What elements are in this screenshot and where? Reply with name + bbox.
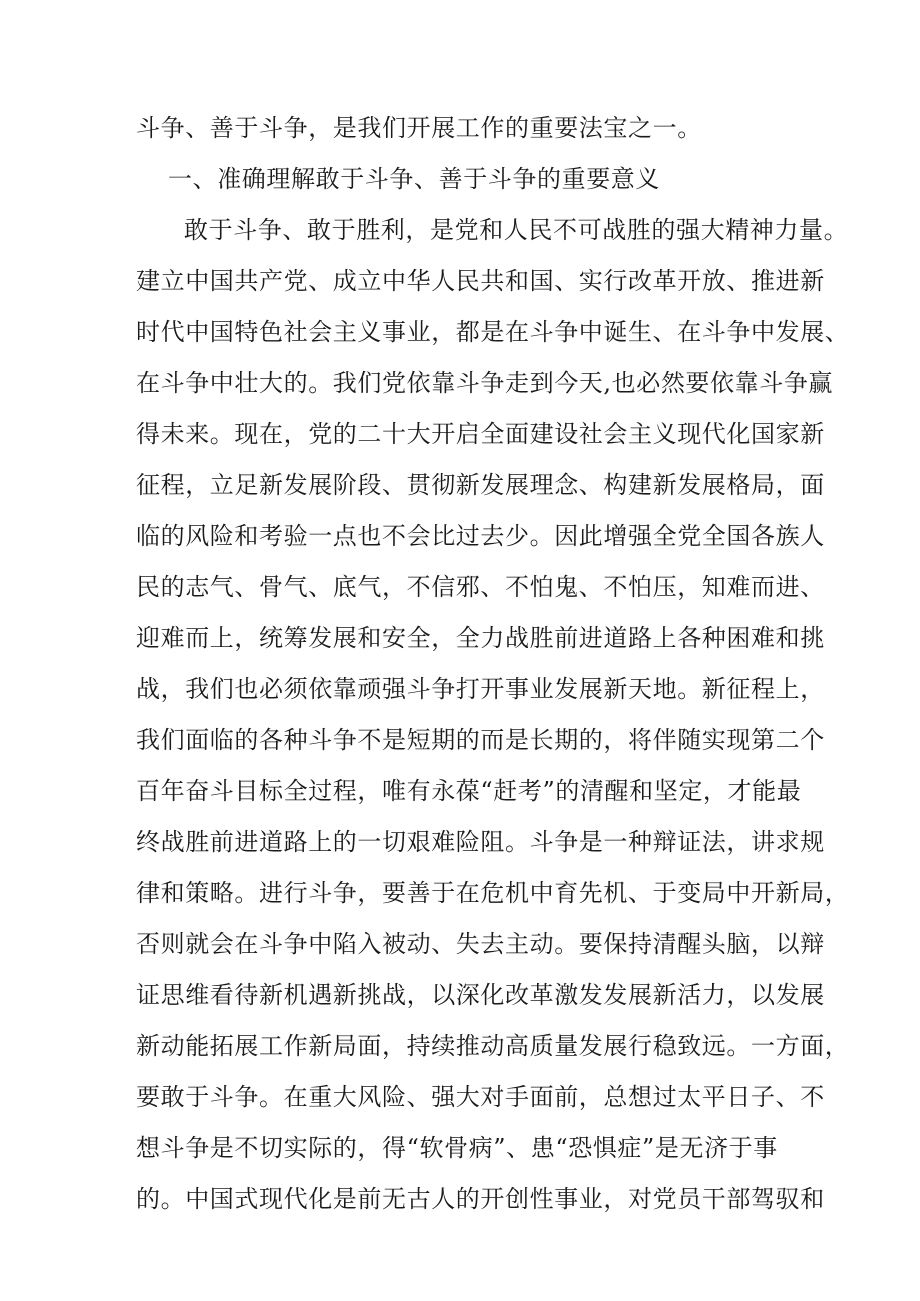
paragraph-line-19: 新动能拓展工作新局面，持续推动高质量发展行稳致远。一方面， [136,1032,850,1060]
paragraph-line-20: 要敢于斗争。在重大风险、强大对手面前，总想过太平日子、不 [136,1083,825,1111]
paragraph-line-6: 在斗争中壮大的。我们党依靠斗争走到今天,也必然要依靠斗争赢 [136,369,834,397]
paragraph-line-3: 敢于斗争、敢于胜利，是党和人民不可战胜的强大精神力量。 [184,216,849,244]
paragraph-line-16: 律和策略。进行斗争，要善于在危机中育先机、于变局中开新局， [136,879,850,907]
paragraph-line-22: 的。中国式现代化是前无古人的开创性事业，对党员干部驾驭和 [136,1185,825,1213]
paragraph-line-18: 证思维看待新机遇新挑战，以深化改革激发发展新活力，以发展 [136,981,825,1009]
paragraph-line-5: 时代中国特色社会主义事业，都是在斗争中诞生、在斗争中发展、 [136,318,850,346]
paragraph-line-17: 否则就会在斗争中陷入被动、失去主动。要保持清醒头脑，以辩 [136,930,825,958]
paragraph-line-1: 斗争、善于斗争，是我们开展工作的重要法宝之一。 [136,114,702,142]
paragraph-line-15: 终战胜前进道路上的一切艰难险阻。斗争是一种辩证法，讲求规 [136,828,825,856]
paragraph-line-9: 临的风险和考验一点也不会比过去少。因此增强全党全国各族人 [136,522,825,550]
paragraph-line-7: 得未来。现在，党的二十大开启全面建设社会主义现代化国家新 [136,420,825,448]
paragraph-line-8: 征程，立足新发展阶段、贯彻新发展理念、构建新发展格局，面 [136,471,825,499]
paragraph-line-14: 百年奋斗目标全过程，唯有永葆“赶考”的清醒和坚定，才能最 [136,777,802,805]
paragraph-line-4: 建立中国共产党、成立中华人民共和国、实行改革开放、推进新 [136,267,825,295]
paragraph-line-10: 民的志气、骨气、底气，不信邪、不怕鬼、不怕压，知难而进、 [136,573,825,601]
paragraph-line-13: 我们面临的各种斗争不是短期的而是长期的，将伴随实现第二个 [136,726,825,754]
paragraph-line-11: 迎难而上，统筹发展和安全，全力战胜前进道路上各种困难和挑 [136,624,825,652]
section-heading: 一、准确理解敢于斗争、善于斗争的重要意义 [168,165,660,193]
paragraph-line-21: 想斗争是不切实际的，得“软骨病”、患“恐惧症”是无济于事 [136,1134,778,1162]
paragraph-line-12: 战，我们也必须依靠顽强斗争打开事业发展新天地。新征程上， [136,675,825,703]
